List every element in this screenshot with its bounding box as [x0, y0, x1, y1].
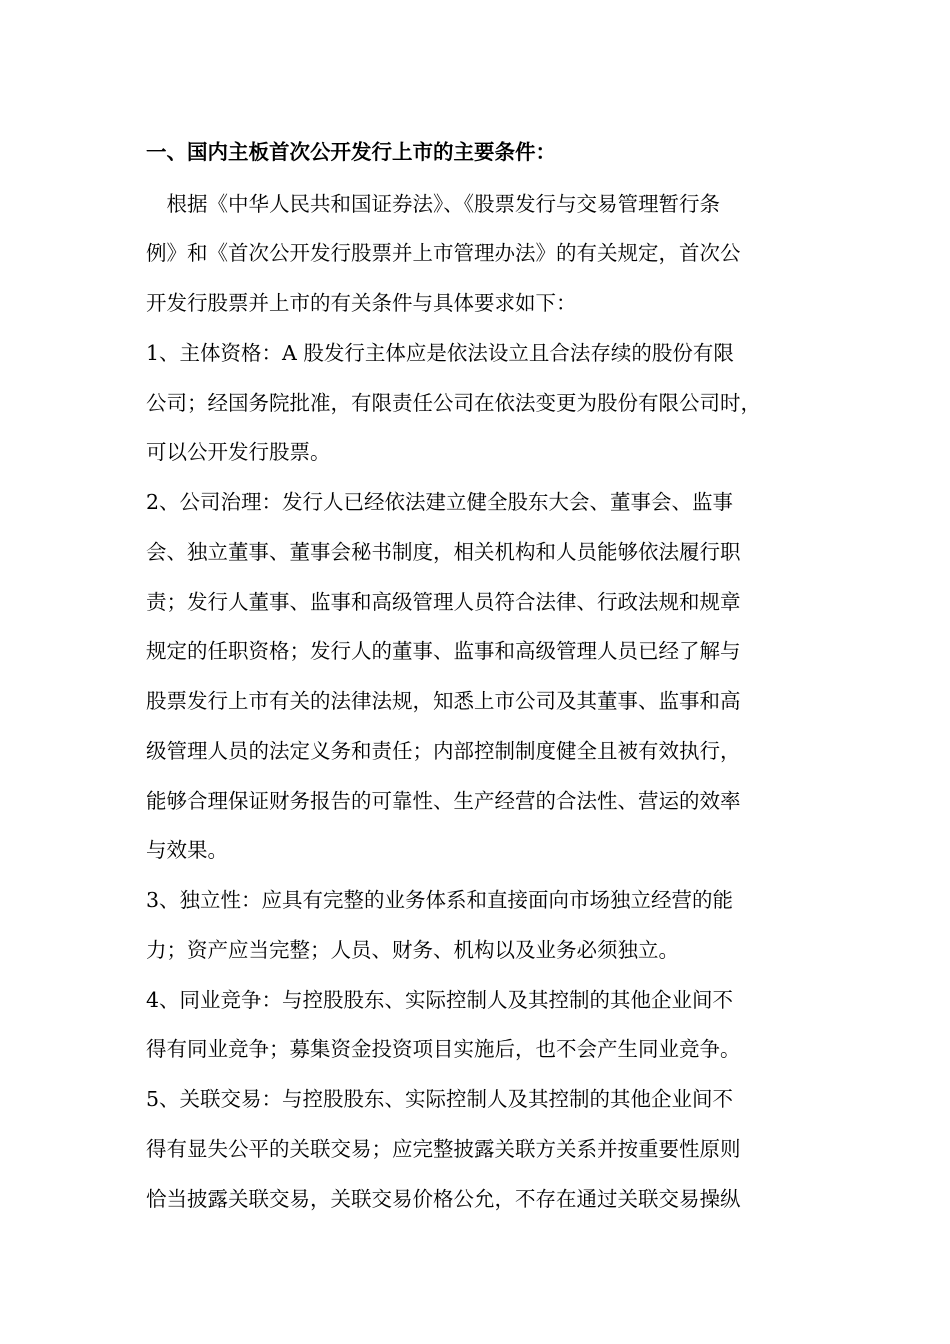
paragraph-line: 力；资产应当完整；人员、财务、机构以及业务必须独立。 [146, 938, 679, 962]
section-heading: 一、国内主板首次公开发行上市的主要条件： [146, 140, 556, 164]
paragraph-line: 会、独立董事、董事会秘书制度，相关机构和人员能够依法履行职 [146, 540, 741, 564]
paragraph-line: 例》和《首次公开发行股票并上市管理办法》的有关规定，首次公 [146, 241, 741, 265]
paragraph-line: 开发行股票并上市的有关条件与具体要求如下： [146, 291, 577, 315]
paragraph-line: 根据《中华人民共和国证券法》、《股票发行与交易管理暂行条 [146, 192, 720, 216]
paragraph-line: 3、独立性：应具有完整的业务体系和直接面向市场独立经营的能 [146, 888, 734, 912]
paragraph-line: 股票发行上市有关的法律法规，知悉上市公司及其董事、监事和高 [146, 689, 741, 713]
paragraph-line: 恰当披露关联交易，关联交易价格公允，不存在通过关联交易操纵 [146, 1187, 741, 1211]
paragraph-line: 能够合理保证财务报告的可靠性、生产经营的合法性、营运的效率 [146, 789, 741, 813]
paragraph-line: 5、关联交易：与控股股东、实际控制人及其控制的其他企业间不 [146, 1087, 734, 1111]
paragraph-line: 责；发行人董事、监事和高级管理人员符合法律、行政法规和规章 [146, 590, 741, 614]
paragraph-line: 可以公开发行股票。 [146, 440, 331, 464]
paragraph-line: 得有同业竞争；募集资金投资项目实施后，也不会产生同业竞争。 [146, 1037, 741, 1061]
paragraph-line: 规定的任职资格；发行人的董事、监事和高级管理人员已经了解与 [146, 639, 741, 663]
paragraph-line: 与效果。 [146, 838, 228, 862]
paragraph-line: 得有显失公平的关联交易；应完整披露关联方关系并按重要性原则 [146, 1137, 741, 1161]
paragraph-line: 2、公司治理：发行人已经依法建立健全股东大会、董事会、监事 [146, 490, 734, 514]
paragraph-line: 级管理人员的法定义务和责任；内部控制制度健全且被有效执行， [146, 739, 741, 763]
paragraph-line: 1、主体资格：A 股发行主体应是依法设立且合法存续的股份有限 [146, 341, 734, 365]
paragraph-line: 4、同业竞争：与控股股东、实际控制人及其控制的其他企业间不 [146, 988, 734, 1012]
paragraph-line: 公司；经国务院批准，有限责任公司在依法变更为股份有限公司时， [146, 391, 761, 415]
